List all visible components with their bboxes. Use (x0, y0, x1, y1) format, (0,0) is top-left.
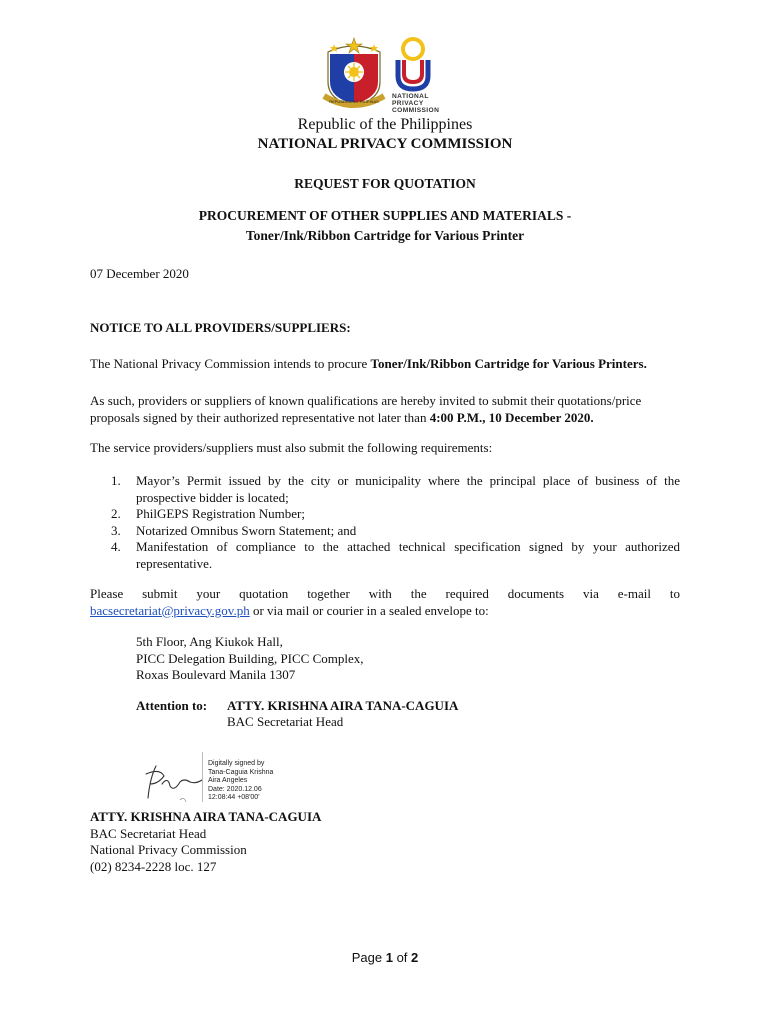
page-total: 2 (411, 950, 419, 965)
address-line: 5th Floor, Ang Kiukok Hall, (136, 634, 283, 649)
address-block (136, 634, 364, 684)
procurement-title: PROCUREMENT OF OTHER SUPPLIES AND MATERIALS - (198, 208, 572, 223)
page-of: of (392, 950, 412, 965)
list-number: 4. (111, 539, 121, 554)
list-item (90, 523, 680, 540)
republic-line: Republic of the Philippines (297, 116, 473, 133)
submission-paragraph (90, 586, 680, 619)
list-text: Notarized Omnibus Sworn Statement; and (136, 522, 357, 538)
digital-signature-block (208, 760, 273, 803)
list-text: Mayor’s Permit issued by the city or municipality where the principal place of business of the prospective bidder is located; (136, 473, 680, 505)
signatory-phone: (02) 8234-2228 loc. 127 (90, 858, 217, 874)
signature-divider (202, 752, 203, 802)
attention-title: BAC Secretariat Head (227, 714, 344, 729)
deadline: 4:00 P.M., 10 December 2020. (429, 409, 594, 425)
requirements-list (90, 473, 680, 572)
intent-item: Toner/Ink/Ribbon Cartridge for Various Printers. (370, 356, 647, 371)
notice-heading: NOTICE TO ALL PROVIDERS/SUPPLIERS: (90, 320, 351, 335)
page-number (0, 950, 770, 965)
npc-caption-line: PRIVACY (392, 100, 424, 107)
digital-signature-line: Digitally signed by (208, 760, 265, 767)
address-line: PICC Delegation Building, PICC Complex, (136, 650, 364, 666)
address-line: Roxas Boulevard Manila 1307 (136, 667, 296, 682)
document-date: 07 December 2020 (90, 266, 189, 281)
list-text: PhilGEPS Registration Number; (136, 506, 305, 521)
requirements-intro: The service providers/suppliers must also submit the following requirements: (90, 440, 493, 455)
digital-signature-line: Date: 2020.12.06 (208, 785, 262, 793)
signatory-title: BAC Secretariat Head (90, 825, 207, 841)
intent-paragraph (90, 356, 690, 373)
email-link[interactable]: bacsecretariat@privacy.gov.ph (90, 602, 250, 618)
list-item (90, 506, 680, 523)
submission-text-cont: or via mail or courier in a sealed envelope to: (249, 602, 489, 618)
signatory-block (90, 809, 321, 875)
digital-signature-line: 12:08:44 +08'00' (208, 794, 260, 802)
handwritten-signature (140, 762, 206, 806)
npc-caption-line: COMMISSION (392, 107, 440, 114)
npc-logo-caption (392, 93, 452, 114)
list-item (90, 473, 680, 506)
invitation-paragraph (90, 393, 682, 426)
list-item (90, 539, 680, 572)
invitation-text: As such, providers or suppliers of known qualifications are hereby invited to submit their quotations/price proposals signed by their authorized representative not later than (90, 393, 642, 425)
list-number: 3. (111, 522, 121, 538)
submission-text: Please submit your quotation together with the required documents via e-mail to (90, 586, 680, 601)
npc-caption-line: NATIONAL (392, 93, 429, 100)
page-label: Page (351, 950, 386, 965)
attention-label: Attention to: (136, 698, 208, 713)
intent-text: The National Privacy Commission intends to procure (90, 356, 371, 371)
page-current: 1 (385, 950, 393, 965)
digital-signature-line: Aira Angeles (208, 777, 248, 785)
list-number: 2. (111, 506, 121, 521)
seal-label: REPUBLIKA NG PILIPINAS (329, 99, 379, 104)
procurement-subtitle: Toner/Ink/Ribbon Cartridge for Various Printer (245, 228, 525, 243)
digital-signature-line: Tana-Caguia Krishna (208, 768, 274, 776)
agency-name: NATIONAL PRIVACY COMMISSION (257, 136, 513, 152)
signatory-name: ATTY. KRISHNA AIRA TANA-CAGUIA (90, 809, 322, 824)
list-text: Manifestation of compliance to the attached technical specification signed by your authorized representative. (136, 539, 680, 571)
signatory-org: National Privacy Commission (90, 842, 247, 857)
npc-logo (390, 34, 436, 94)
document-type: REQUEST FOR QUOTATION (294, 176, 476, 191)
attention-name: ATTY. KRISHNA AIRA TANA-CAGUIA (227, 698, 459, 713)
list-number: 1. (111, 473, 121, 488)
